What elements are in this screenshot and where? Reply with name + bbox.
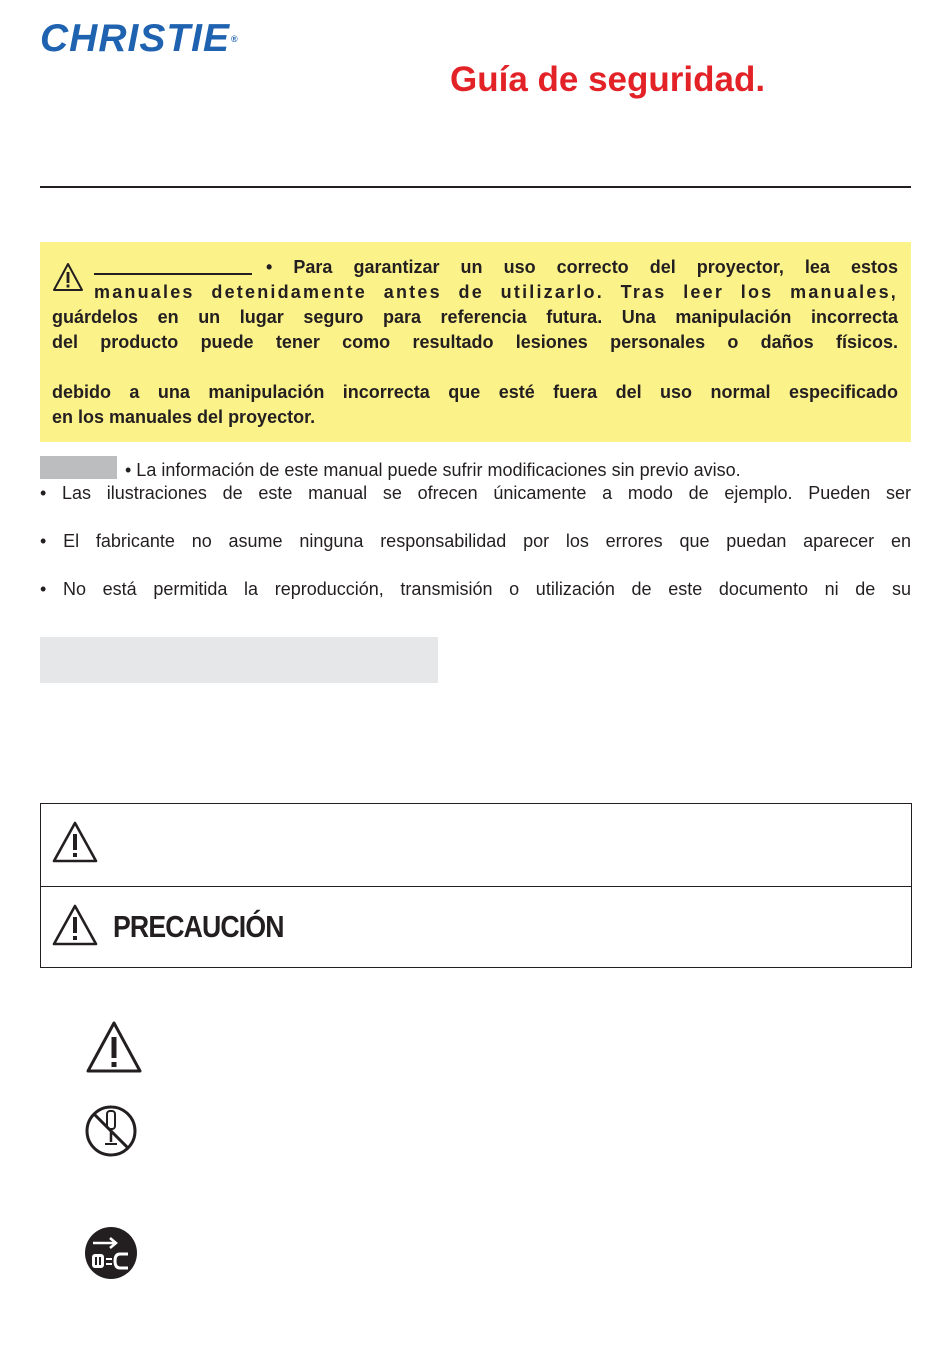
redacted-heading [94, 255, 252, 275]
notice-line-4: del producto puede tener como resultado lesiones personales o daños físicos. [52, 332, 898, 352]
warning-triangle-icon [85, 1020, 143, 1074]
hazard-table [40, 803, 912, 968]
christie-logo: CHRISTIE® [40, 17, 239, 60]
safety-notice [40, 242, 911, 442]
notice-line-2: manuales detenidamente antes de utilizarlo. Tras leer los manuales, [94, 282, 898, 302]
bullet-item: • Las ilustraciones de este manual se ofrecen únicamente a modo de ejemplo. Pueden ser [40, 483, 911, 503]
bullet-item: • No está permitida la reproducción, transmisión o utilización de este documento ni de su [40, 579, 911, 599]
note-label-chip [40, 456, 117, 479]
bullet-item: • El fabricante no asume ninguna responsabilidad por los errores que puedan aparecer en [40, 531, 911, 551]
divider [40, 186, 911, 188]
hazard-row-warning [41, 804, 911, 887]
notice-line-5: debido a una manipulación incorrecta que esté fuera del uso normal especificado [52, 382, 898, 402]
caution-label: PRECAUCIÓN [113, 909, 284, 944]
hazard-row-caution [41, 887, 911, 967]
section-heading-bar [40, 637, 438, 683]
warning-triangle-icon [51, 903, 99, 947]
unplug-icon [84, 1226, 138, 1280]
page-title: Guía de seguridad. [450, 60, 766, 99]
notice-line-3: guárdelos en un lugar seguro para referencia futura. Una manipulación incorrecta [52, 307, 898, 327]
notice-line-6: en los manuales del proyector. [52, 407, 316, 427]
no-disassembly-icon [84, 1104, 138, 1158]
notice-line-1: • Para garantizar un uso correcto del proyector, lea estos [266, 257, 898, 277]
bullet-item: • La información de este manual puede sufrir modificaciones sin previo aviso. [125, 460, 741, 480]
warning-triangle-icon [51, 820, 99, 864]
